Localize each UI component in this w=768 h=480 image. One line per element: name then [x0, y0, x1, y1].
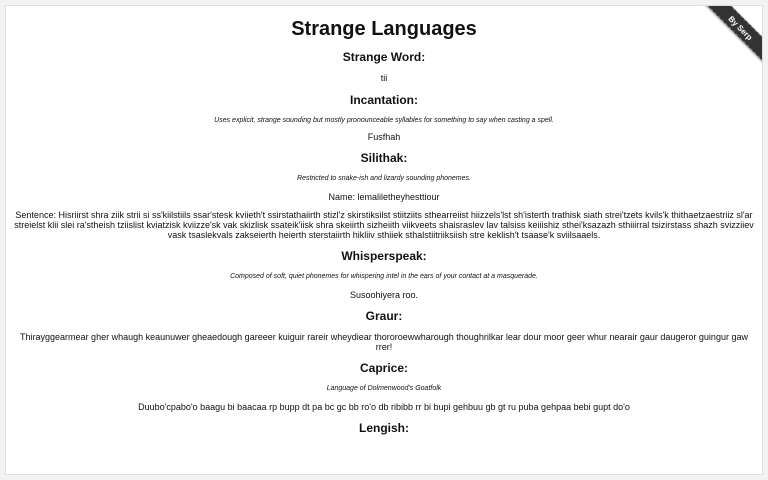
- sample-sentence: Sentence: Hisriirst shra ziik strii si ss'kiilstiils ssar'stesk kviieth't ssirstathaiirth stizl'z skirstiksilst stiitziits sthearreiist hiizzels'lst sh'isterth trathisk siath strei'tzets kvils'k thithaetzaestriiz sl'ar streielst klii slei ra'stheish tziislist kviatzisk kviizze'sk vak skizlisk ssateik'iisk shra skeiirth sizheiith viikveets shaisraslev lav talsiss keiiishiz sthei'ksazazh sthiiirral tsizirstass shazh svizziiev vask tsaslekvals zakseierth heierth sterstaiirth hikliiv sthiiek sthalstiitriiksiish stre keklish't tsaase'k sviilsaaels.: [14, 210, 754, 240]
- section-heading: Graur:: [365, 309, 403, 323]
- sample-text: Susoohiyera roo.: [349, 290, 419, 300]
- sample-text: Thirayggearmear gher whaugh keaunuwer gheaedough gareeer kuiguir rareir wheydiear thororoewwharough thoughrilkar lear dour moor geer whur nearair gaur daugeror guingur gaw rrer!: [20, 332, 748, 352]
- sample-text: tii: [380, 73, 388, 83]
- page-container: [5, 5, 763, 475]
- page-title: Strange Languages: [291, 18, 477, 40]
- section-caprice: [10, 360, 758, 412]
- section-heading: Incantation:: [350, 93, 418, 107]
- section-heading: Lengish:: [359, 421, 409, 435]
- section-description: Uses explicit, strange sounding but mostly pronounceable syllables for something to say when casting a spell.: [214, 117, 554, 124]
- sample-name: Name: lemaliletheyhesttiour: [328, 192, 440, 202]
- section-strange-word: [10, 49, 758, 83]
- section-heading: Whisperspeak:: [341, 249, 427, 263]
- section-graur: [10, 308, 758, 352]
- section-incantation: [10, 92, 758, 142]
- section-whisperspeak: [10, 248, 758, 300]
- sample-text: Fusfhah: [367, 132, 401, 142]
- main-content: [6, 17, 762, 436]
- section-description: Language of Dolmenwood's Goatfolk: [326, 385, 442, 392]
- sample-text: Duubo'cpabo'o baagu bi baacaa rp bupp dt pa bc gc bb ro'o db ribibb rr bi bupi gehbuu gb gt ru puba gehpaa bebi gupt do'o: [138, 402, 630, 412]
- section-heading: Caprice:: [359, 361, 409, 375]
- section-silithak: [10, 150, 758, 240]
- section-heading: Strange Word:: [342, 50, 426, 64]
- corner-ribbon[interactable]: [703, 5, 763, 65]
- section-description: Composed of soft, quiet phonemes for whispering intel in the ears of your contact at a masquerade.: [230, 273, 538, 280]
- author-ribbon-label[interactable]: By Serp: [703, 5, 763, 65]
- section-lengish: [10, 420, 758, 436]
- section-description: Restricted to snake-ish and lizardy sounding phonemes.: [297, 175, 471, 182]
- section-heading: Silithak:: [360, 151, 408, 165]
